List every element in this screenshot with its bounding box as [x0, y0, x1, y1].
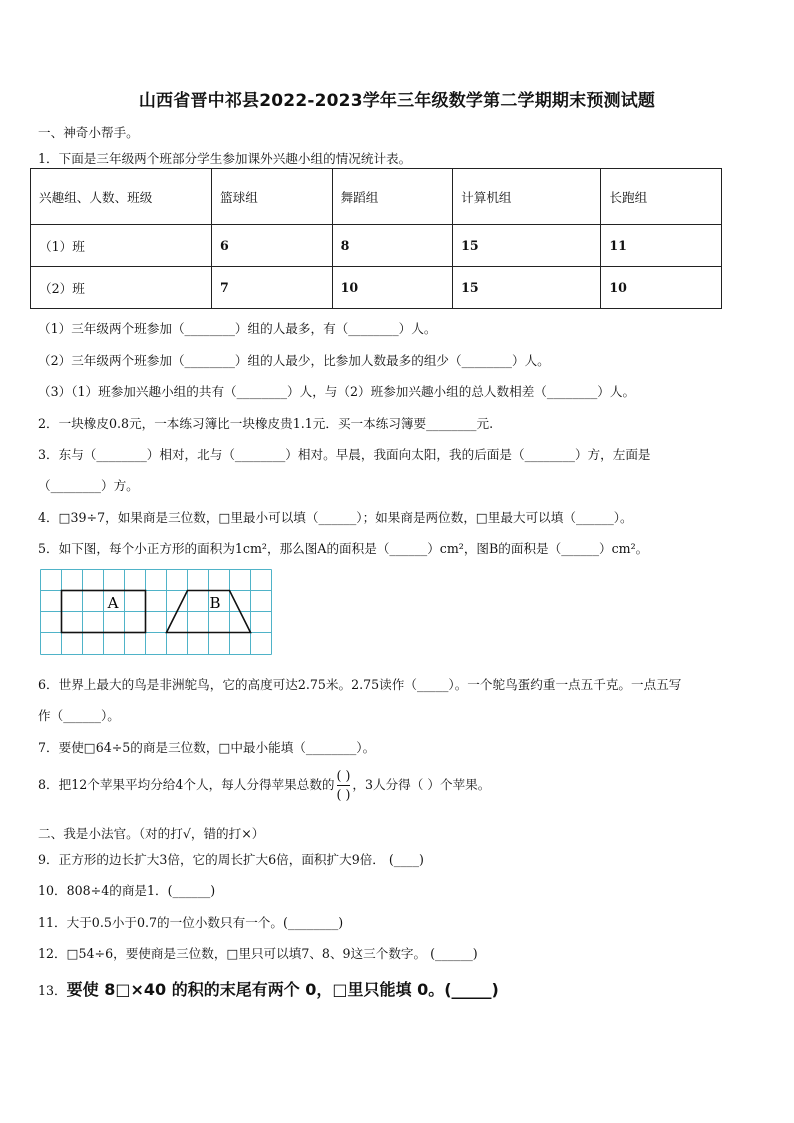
- shape-a-label: A: [107, 594, 119, 612]
- table-header-cell: 兴趣组、人数、班级: [31, 169, 212, 225]
- question-13-number: 13．: [38, 983, 67, 998]
- question-1: 1．下面是三年级两个班部分学生参加课外兴趣小组的情况统计表。: [38, 151, 412, 166]
- question-8: [38, 767, 490, 804]
- question-6-line-1: 6．世界上最大的鸟是非洲鸵鸟，它的高度可达2.75米。2.75读作（_____）。一个鸵鸟蛋约重一点五千克。一点五写: [38, 677, 682, 692]
- question-13: [38, 977, 499, 1000]
- table-header-row: [31, 169, 722, 225]
- table-header-cell: 篮球组: [212, 169, 333, 225]
- question-7: 7．要使□64÷5的商是三位数，□中最小能填（________）。: [38, 740, 376, 755]
- question-1-part-3: （3）（1）班参加兴趣小组的共有（________）人，与（2）班参加兴趣小组的总人数相差（________）人。: [38, 384, 636, 399]
- table-cell: 6: [212, 225, 333, 267]
- table-cell: 11: [601, 225, 722, 267]
- question-12: 12．□54÷6，要使商是三位数，□里只可以填7、8、9这三个数字。 (______): [38, 946, 478, 961]
- table-row: [31, 225, 722, 267]
- page-title: 山西省晋中祁县2022-2023学年三年级数学第二学期期末预测试题: [138, 91, 656, 111]
- area-grid-figure: [40, 569, 272, 655]
- question-11: 11．大于0.5小于0.7的一位小数只有一个。(________): [38, 915, 344, 930]
- question-3-line-2: （________）方。: [38, 478, 139, 493]
- question-9: 9．正方形的边长扩大3倍，它的周长扩大6倍，面积扩大9倍． (____): [38, 852, 424, 867]
- section-heading-1: 一、神奇小帮手。: [38, 125, 139, 140]
- table-cell: 8: [332, 225, 453, 267]
- section-heading-2: 二、我是小法官。（对的打√，错的打×）: [38, 826, 265, 841]
- table-cell: 7: [212, 267, 333, 309]
- question-8-text: 8．把12个苹果平均分给4个人，每人分得苹果总数的: [38, 777, 335, 792]
- table-cell: 15: [453, 225, 601, 267]
- table-header-cell: 长跑组: [601, 169, 722, 225]
- table-header-cell: 计算机组: [453, 169, 601, 225]
- shape-b-label: B: [209, 594, 221, 612]
- table-cell: 15: [453, 267, 601, 309]
- question-1-part-1: （1）三年级两个班参加（________）组的人最多，有（________）人。: [38, 321, 437, 336]
- table-cell: （1）班: [31, 225, 212, 267]
- stats-table: [30, 168, 722, 309]
- table-row: [31, 267, 722, 309]
- table-cell: 10: [601, 267, 722, 309]
- question-10: 10．808÷4的商是1．(______): [38, 883, 216, 898]
- table-header-cell: 舞蹈组: [332, 169, 453, 225]
- fraction-numerator: ( ): [336, 768, 351, 783]
- question-2: 2．一块橡皮0.8元，一本练习簿比一块橡皮贵1.1元．买一本练习簿要________元.: [38, 416, 494, 431]
- question-4: 4．□39÷7，如果商是三位数，□里最小可以填（______）；如果商是两位数，□里最大可以填（______）。: [38, 510, 633, 525]
- fraction-denominator: ( ): [336, 787, 351, 802]
- question-13-text: 要使 8□×40 的积的末尾有两个 0，□里只能填 0。(_____): [66, 980, 499, 999]
- question-3-line-1: 3．东与（________）相对，北与（________）相对。早晨，我面向太阳，我的后面是（________）方，左面是: [38, 447, 651, 462]
- table-cell: 10: [332, 267, 453, 309]
- question-8-text-end: ，3人分得（ ）个苹果。: [352, 777, 491, 792]
- question-6-line-2: 作（______）。: [38, 708, 120, 723]
- table-cell: （2）班: [31, 267, 212, 309]
- fraction-blank: [337, 767, 351, 804]
- grid-lines: [41, 570, 272, 655]
- question-1-part-2: （2）三年级两个班参加（________）组的人最少，比参加人数最多的组少（________）人。: [38, 353, 550, 368]
- question-5: 5．如下图，每个小正方形的面积为1cm²，那么图A的面积是（______）cm²，图B的面积是（______）cm²。: [38, 541, 649, 556]
